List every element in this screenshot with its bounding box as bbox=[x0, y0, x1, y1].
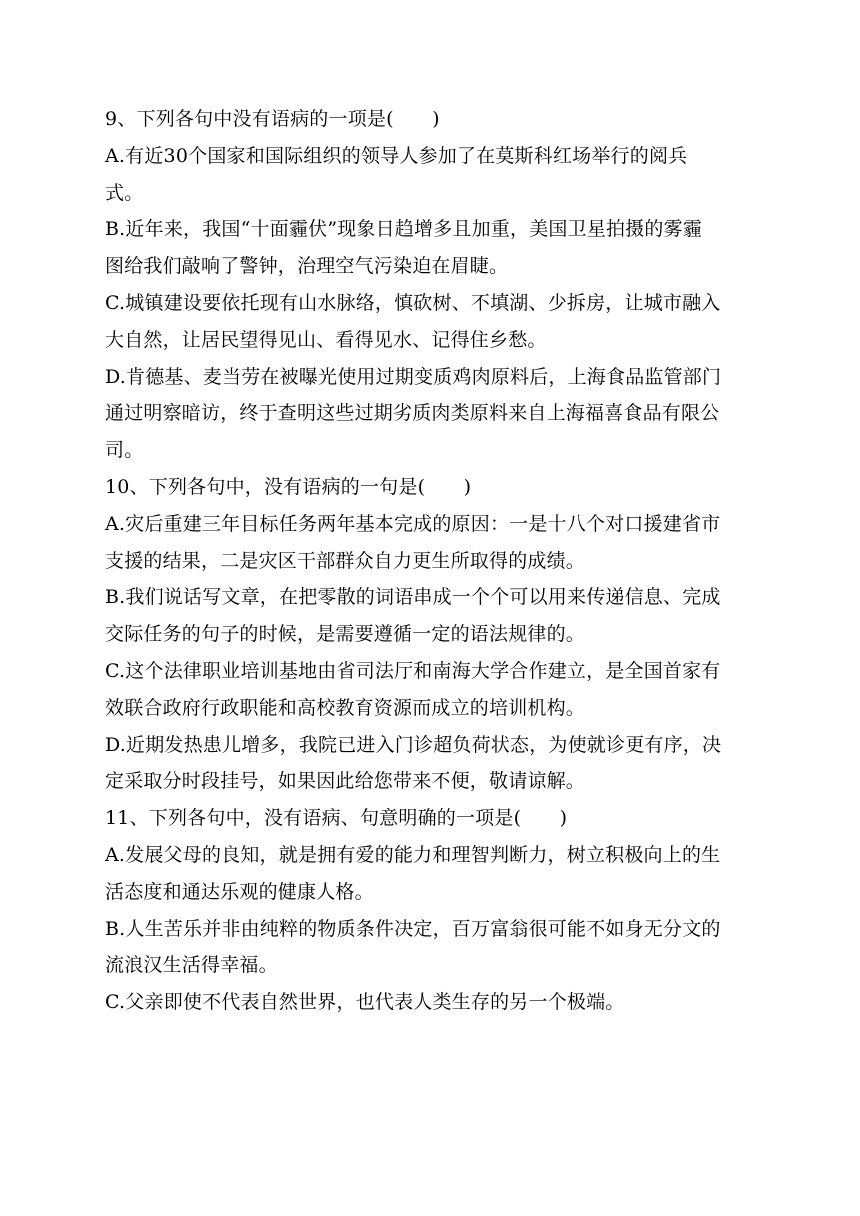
question-11-option-a-line-2: 活态度和通达乐观的健康人格。 bbox=[105, 880, 374, 903]
question-10-option-b-line-1: B.我们说话写文章，在把零散的词语串成一个个可以用来传递信息、完成 bbox=[105, 586, 721, 609]
question-9-option-d-line-3: 司。 bbox=[105, 439, 144, 462]
question-9-option-d-line-1: D.肯德基、麦当劳在被曝光使用过期变质鸡肉原料后，上海食品监管部门 bbox=[105, 365, 722, 388]
question-10-option-c-line-1: C.这个法律职业培训基地由省司法厅和南海大学合作建立，是全国首家有 bbox=[105, 659, 721, 682]
question-11-option-c-line-1: C.父亲即使不代表自然世界，也代表人类生存的另一个极端。 bbox=[105, 991, 625, 1014]
question-11-title: 11、下列各句中，没有语病、句意明确的一项是( ) bbox=[105, 807, 568, 830]
question-9-option-c-line-1: C.城镇建设要依托现有山水脉络，慎砍树、不填湖、少拆房，让城市融入 bbox=[105, 291, 721, 314]
question-10-option-b-line-2: 交际任务的句子的时候，是需要遵循一定的语法规律的。 bbox=[105, 623, 586, 646]
question-11-option-a-line-1: A.发展父母的良知，就是拥有爱的能力和理智判断力，树立积极向上的生 bbox=[105, 843, 721, 866]
question-9-option-c-line-2: 大自然，让居民望得见山、看得见水、记得住乡愁。 bbox=[105, 328, 547, 351]
question-9-option-b-line-2: 图给我们敲响了警钟，治理空气污染迫在眉睫。 bbox=[105, 255, 509, 278]
question-9-option-d-line-2: 通过明察暗访，终于查明这些过期劣质肉类原料来自上海福喜食品有限公 bbox=[105, 402, 720, 425]
question-10-title: 10、下列各句中，没有语病的一句是( ) bbox=[105, 475, 472, 498]
question-10-option-d-line-2: 定采取分时段挂号，如果因此给您带来不便，敬请谅解。 bbox=[105, 770, 586, 793]
question-9-option-a-line-1: A.有近30个国家和国际组织的领导人参加了在莫斯科红场举行的阅兵 bbox=[105, 144, 688, 167]
document-body bbox=[105, 101, 765, 1021]
question-9-option-a-line-2: 式。 bbox=[105, 181, 144, 204]
question-10-option-a-line-1: A.灾后重建三年目标任务两年基本完成的原因：一是十八个对口援建省市 bbox=[105, 512, 721, 535]
question-11-option-b-line-1: B.人生苦乐并非由纯粹的物质条件决定，百万富翁很可能不如身无分文的 bbox=[105, 917, 721, 940]
question-10-option-d-line-1: D.近期发热患儿增多，我院已进入门诊超负荷状态，为使就诊更有序，决 bbox=[105, 733, 722, 756]
question-11-option-b-line-2: 流浪汉生活得幸福。 bbox=[105, 954, 278, 977]
question-9-title: 9、下列各句中没有语病的一项是( ) bbox=[105, 108, 440, 130]
question-10-option-c-line-2: 效联合政府行政职能和高校教育资源而成立的培训机构。 bbox=[105, 696, 586, 719]
question-9-option-b-line-1: B.近年来，我国“十面霾伏”现象日趋增多且加重，美国卫星拍摄的雾霾 bbox=[105, 218, 703, 241]
question-10-option-a-line-2: 支援的结果，二是灾区干部群众自力更生所取得的成绩。 bbox=[105, 549, 586, 572]
